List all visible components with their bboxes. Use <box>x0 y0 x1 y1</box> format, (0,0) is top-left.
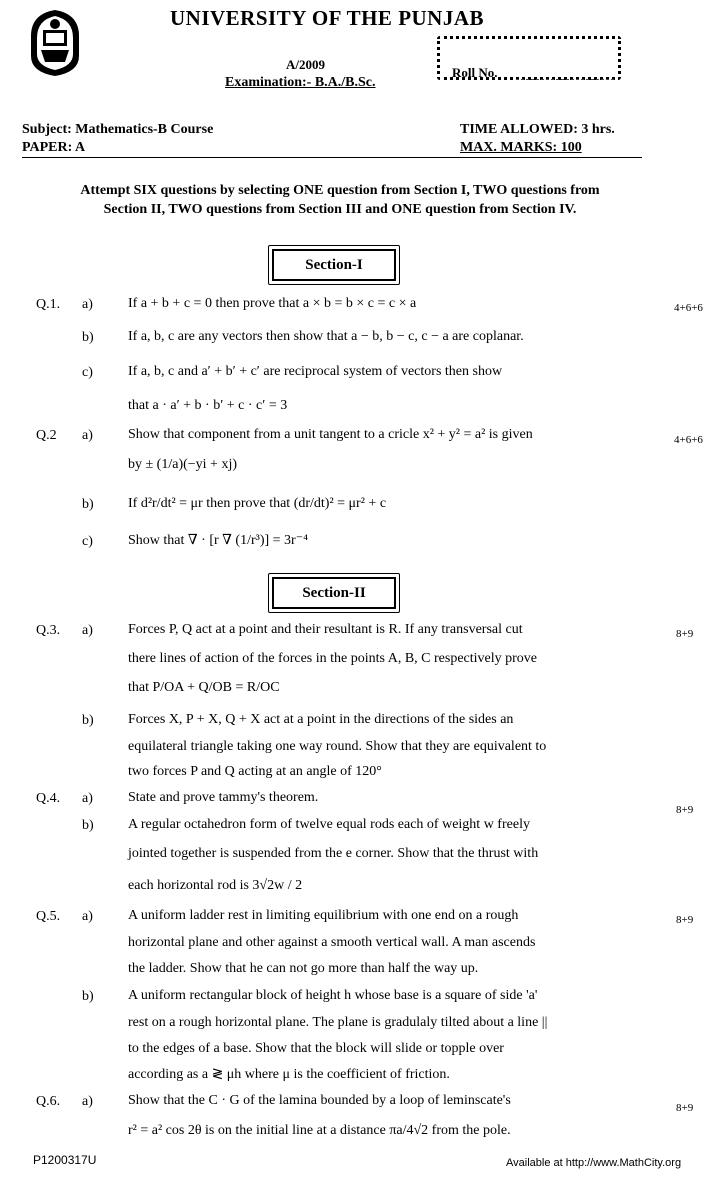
q4-marks: 8+9 <box>676 804 694 816</box>
q2-part-b-label: b) <box>82 497 94 512</box>
q2-number: Q.2 <box>36 428 57 443</box>
section-2-label: Section-II <box>272 577 396 609</box>
q3-part-a-label: a) <box>82 623 93 638</box>
q1-number: Q.1. <box>36 297 61 312</box>
q5-part-a-line3: the ladder. Show that he can not go more than half the way up. <box>128 961 479 976</box>
q5-part-b-line2: rest on a rough horizontal plane. The plane is gradulaly tilted about a line || <box>128 1015 548 1030</box>
q4-part-a-text: State and prove tammy's theorem. <box>128 790 319 805</box>
q1-part-b-label: b) <box>82 330 94 345</box>
q3-marks: 8+9 <box>676 628 694 640</box>
examination-label: Examination:- B.A./B.Sc. <box>225 75 376 90</box>
q1-marks: 4+6+6 <box>674 302 703 314</box>
q2-part-c-label: c) <box>82 534 93 549</box>
q5-number: Q.5. <box>36 909 61 924</box>
q4-part-b-line1: A regular octahedron form of twelve equal rods each of weight w freely <box>128 817 530 832</box>
max-marks: MAX. MARKS: 100 <box>460 140 582 155</box>
q1-part-c-label: c) <box>82 365 93 380</box>
roll-number-line <box>516 79 614 80</box>
q6-part-a-label: a) <box>82 1094 93 1109</box>
q1-part-a-text: If a + b + c = 0 then prove that a × b = b × c = c × a <box>128 296 417 311</box>
q1-part-c-line2: that a · a′ + b · b′ + c · c′ = 3 <box>128 398 288 413</box>
q3-part-a-line1: Forces P, Q act at a point and their resultant is R. If any transversal cut <box>128 622 523 637</box>
roll-number-box[interactable] <box>437 36 621 80</box>
q3-part-b-line3: two forces P and Q acting at an angle of 120° <box>128 764 382 779</box>
q3-part-a-line3: that P/OA + Q/OB = R/OC <box>128 680 280 695</box>
q5-part-b-line4: according as a ≷ μh where μ is the coefficient of friction. <box>128 1067 450 1082</box>
footer-paper-id: P1200317U <box>33 1153 97 1167</box>
subject-block <box>22 121 213 157</box>
q2-part-c-text: Show that ∇ · [r ∇ (1/r³)] = 3r⁻⁴ <box>128 533 308 548</box>
q6-part-a-line2: r² = a² cos 2θ is on the initial line at a distance πa/4√2 from the pole. <box>128 1123 511 1138</box>
time-allowed: TIME ALLOWED: 3 hrs. <box>460 122 615 137</box>
q4-number: Q.4. <box>36 791 61 806</box>
q4-part-b-label: b) <box>82 818 94 833</box>
time-marks-block <box>460 121 615 157</box>
q1-part-c-line1: If a, b, c and a′ + b′ + c′ are reciprocal system of vectors then show <box>128 364 503 379</box>
q6-marks: 8+9 <box>676 1102 694 1114</box>
q2-part-a-line2: by ± (1/a)(−yi + xj) <box>128 457 238 472</box>
q6-number: Q.6. <box>36 1094 61 1109</box>
instructions: Attempt SIX questions by selecting ONE question from Section I, TWO questions from Section II, TWO questions from Section III and ONE question from Section IV. <box>80 183 600 217</box>
q1-part-b-text: If a, b, c are any vectors then show that a − b, b − c, c − a are coplanar. <box>128 329 524 344</box>
q2-part-a-line1: Show that component from a unit tangent to a cricle x² + y² = a² is given <box>128 427 533 442</box>
q2-part-a-label: a) <box>82 428 93 443</box>
q3-part-a-line2: there lines of action of the forces in the points A, B, C respectively prove <box>128 651 538 666</box>
subject-label: Subject: Mathematics-B Course <box>22 122 214 137</box>
university-title: UNIVERSITY OF THE PUNJAB <box>170 6 485 30</box>
q5-part-a-line2: horizontal plane and other against a smooth vertical wall. A man ascends <box>128 935 536 950</box>
q5-part-b-line1: A uniform rectangular block of height h whose base is a square of side 'a' <box>128 988 538 1003</box>
university-seal <box>25 6 85 78</box>
q5-part-b-line3: to the edges of a base. Show that the block will slide or topple over <box>128 1041 504 1056</box>
paper-code: A/2009 <box>286 57 325 72</box>
q3-part-b-line2: equilateral triangle taking one way round. Show that they are equivalent to <box>128 739 547 754</box>
q3-part-b-line1: Forces X, P + X, Q + X act at a point in the directions of the sides an <box>128 712 514 727</box>
q5-part-a-label: a) <box>82 909 93 924</box>
section-2-heading <box>268 573 400 613</box>
q2-marks: 4+6+6 <box>674 434 703 446</box>
q5-marks: 8+9 <box>676 914 694 926</box>
q4-part-b-line2: jointed together is suspended from the e corner. Show that the thrust with <box>128 846 539 861</box>
q3-part-b-label: b) <box>82 713 94 728</box>
footer-site-link[interactable]: Available at http://www.MathCity.org <box>506 1157 682 1169</box>
q4-part-b-line3: each horizontal rod is 3√2w / 2 <box>128 878 303 893</box>
section-1-label: Section-I <box>272 249 396 281</box>
roll-number-label: Roll No. <box>452 65 498 80</box>
q5-part-a-line1: A uniform ladder rest in limiting equilibrium with one end on a rough <box>128 908 519 923</box>
q6-part-a-line1: Show that the C · G of the lamina bounded by a loop of leminscate's <box>128 1093 511 1108</box>
paper-label: PAPER: A <box>22 140 86 155</box>
section-1-heading <box>268 245 400 285</box>
q3-number: Q.3. <box>36 623 61 638</box>
q2-part-b-text: If d²r/dt² = μr then prove that (dr/dt)² = μr² + c <box>128 496 387 511</box>
header-divider <box>22 157 642 158</box>
q1-part-a-label: a) <box>82 297 93 312</box>
q4-part-a-label: a) <box>82 791 93 806</box>
q5-part-b-label: b) <box>82 989 94 1004</box>
